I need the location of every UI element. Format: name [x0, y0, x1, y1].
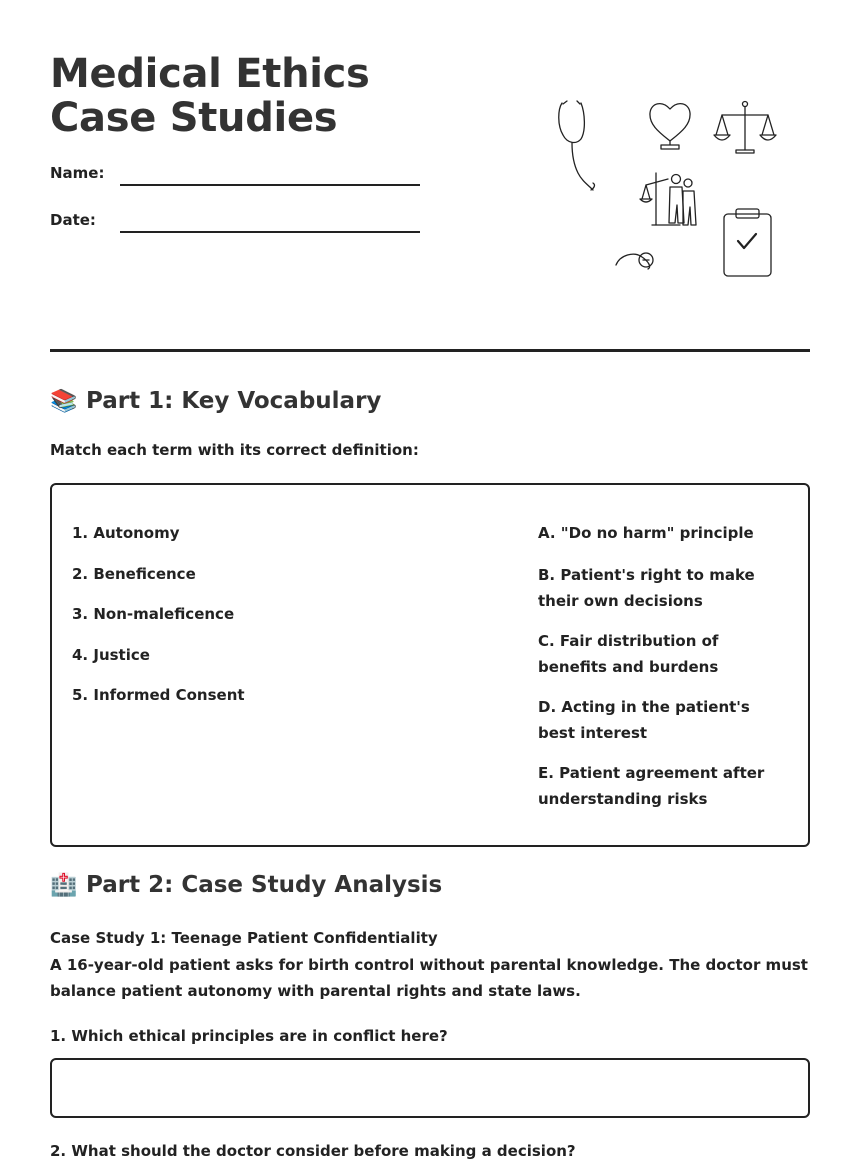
- definition-item: D. Acting in the patient's best interest: [538, 698, 750, 742]
- term-item: 3. Non-maleficence: [72, 605, 235, 623]
- part1-heading-text: Part 1: Key Vocabulary: [86, 388, 382, 414]
- hospital-icon: 🏥: [50, 873, 78, 898]
- page-title: Medical Ethics Case Studies: [50, 51, 370, 141]
- definition-item: A. "Do no harm" principle: [538, 524, 754, 542]
- clipboard-check-icon: [724, 209, 771, 276]
- term-item: 5. Informed Consent: [72, 686, 245, 704]
- case-study-text: A 16-year-old patient asks for birth control without parental knowledge. The doctor must balance patient autonomy with parental rights and state laws.: [50, 956, 808, 1000]
- name-field[interactable]: [50, 164, 420, 188]
- part1-heading: [50, 388, 381, 414]
- scales-icon: [714, 102, 776, 154]
- section-divider: [50, 349, 810, 352]
- part2-heading-text: Part 2: Case Study Analysis: [86, 872, 443, 898]
- term-item: 2. Beneficence: [72, 564, 196, 583]
- pill-icon: [616, 253, 653, 269]
- term-item: 4. Justice: [72, 645, 150, 664]
- definitions-list: [538, 523, 788, 827]
- question-2: 2. What should the doctor consider before making a decision?: [50, 1142, 576, 1160]
- name-label: Name:: [50, 164, 105, 182]
- date-input-line[interactable]: [120, 231, 420, 233]
- date-label: Date:: [50, 211, 96, 229]
- definition-item: C. Fair distribution of benefits and burdens: [538, 632, 719, 676]
- definition-item: B. Patient's right to make their own decisions: [538, 566, 755, 610]
- question-1: 1. Which ethical principles are in conflict here?: [50, 1027, 448, 1045]
- books-icon: 📚: [50, 389, 78, 414]
- date-field[interactable]: [50, 211, 420, 235]
- name-input-line[interactable]: [120, 184, 420, 186]
- vocabulary-matching-box: [50, 483, 810, 847]
- definition-item: E. Patient agreement after understanding risks: [538, 764, 765, 808]
- matching-instruction: Match each term with its correct definition:: [50, 441, 419, 459]
- doctor-patient-scale-icon: [640, 173, 696, 225]
- stethoscope-icon: [559, 101, 595, 190]
- medical-ethics-illustration: [550, 95, 790, 285]
- term-item: 1. Autonomy: [72, 524, 180, 542]
- terms-list: [72, 523, 245, 726]
- answer-box-1[interactable]: [50, 1058, 810, 1118]
- part2-heading: [50, 872, 442, 898]
- case-study-title: Case Study 1: Teenage Patient Confidentiality: [50, 929, 438, 947]
- heart-icon: [650, 104, 690, 149]
